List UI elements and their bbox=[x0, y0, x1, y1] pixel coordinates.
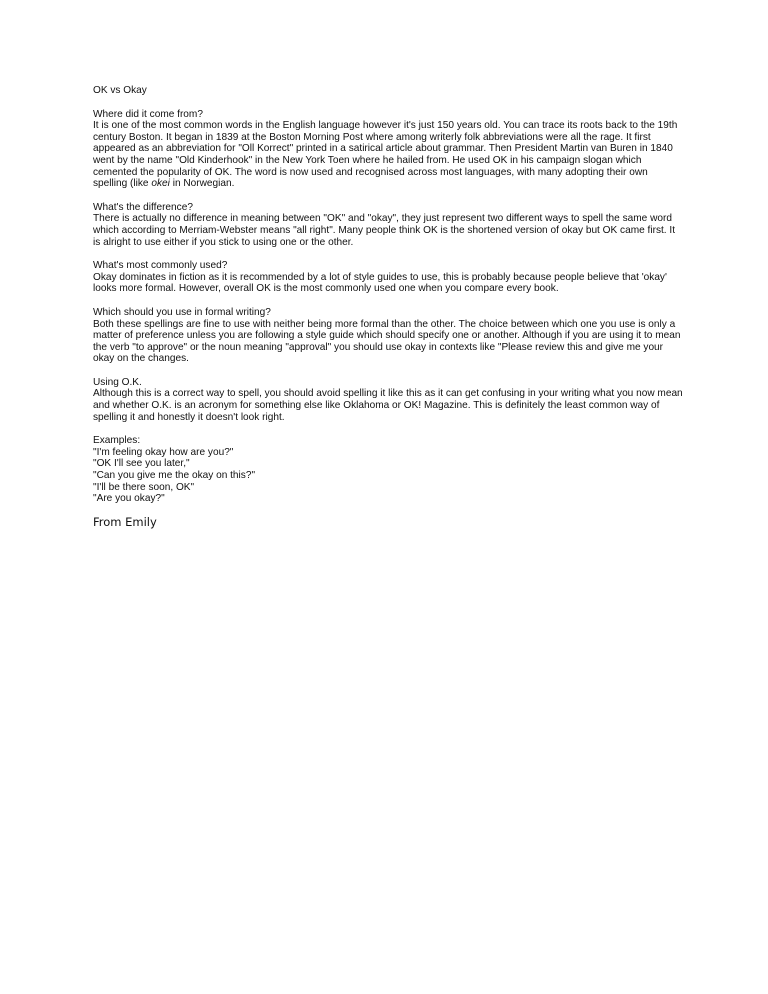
section-origin bbox=[93, 109, 683, 190]
example-item: "I'm feeling okay how are you?" bbox=[93, 446, 234, 458]
section-examples bbox=[93, 435, 683, 505]
section-body: Both these spellings are fine to use with neither being more formal than the other. The choice between which one you use is only a matter of preference unless you are following a style guide which should specify one or another. Although if you are using it to mean the verb "to approve" or the noun meaning "approval" you should use okay in contexts like "Please review this and give me your okay on the changes. bbox=[93, 318, 681, 365]
body-text: in Norwegian. bbox=[169, 178, 235, 190]
document-title: OK vs Okay bbox=[93, 85, 147, 96]
section-heading: What's the difference? bbox=[93, 201, 193, 213]
section-body bbox=[93, 120, 683, 190]
section-formal bbox=[93, 307, 683, 365]
section-common bbox=[93, 260, 683, 295]
examples-list bbox=[93, 447, 683, 505]
section-heading: Where did it come from? bbox=[93, 108, 203, 120]
section-body: Okay dominates in fiction as it is recommended by a lot of style guides to use, this is probably because people believe that 'okay' looks more formal. However, overall OK is the most commonly used one when you compare every book. bbox=[93, 271, 667, 295]
sign-off: From Emily bbox=[93, 514, 157, 529]
example-item: "Can you give me the okay on this?" bbox=[93, 470, 256, 482]
section-body: There is actually no difference in meaning between "OK" and "okay", they just represent two different ways to spell the same word which according to Merriam-Webster means "all right". Many people think OK is the shortened version of okay but OK came first. It is alright to use either if you stick to using one or the other. bbox=[93, 213, 676, 248]
example-item: "Are you okay?" bbox=[93, 493, 165, 505]
section-ok-dots bbox=[93, 377, 683, 423]
italic-word: okei bbox=[151, 178, 170, 190]
example-item: "OK I'll see you later," bbox=[93, 458, 190, 470]
section-heading: Using O.K. bbox=[93, 376, 142, 388]
section-heading: Which should you use in formal writing? bbox=[93, 306, 271, 318]
section-difference bbox=[93, 202, 683, 248]
section-heading: What's most commonly used? bbox=[93, 260, 228, 272]
document-page bbox=[93, 85, 683, 529]
section-body: Although this is a correct way to spell, you should avoid spelling it like this as it can get confusing in your writing what you now mean and whether O.K. is an acronym for something else like Oklahoma or OK! Magazine. This is definitely the least common way of spelling it and honestly it doesn't look right. bbox=[93, 388, 683, 423]
example-item: "I'll be there soon, OK" bbox=[93, 481, 195, 493]
body-text: It is one of the most common words in the English language however it's just 150 years old. You can trace its roots back to the 19th century Boston. It began in 1839 at the Boston Morning Post where among writerly folk abbreviations were all the rage. It first appeared as an abbreviation for "Oll Korrect" printed in a satirical article about grammar. Then President Martin van Buren in 1840 went by the name "Old Kinderhook" in the New York Toen where he hailed from. He used OK in his campaign slogan which cemented the popularity of OK. The word is now used and recognised across most languages, with many adopting their own spelling (like bbox=[93, 120, 678, 190]
section-heading: Examples: bbox=[93, 435, 141, 447]
